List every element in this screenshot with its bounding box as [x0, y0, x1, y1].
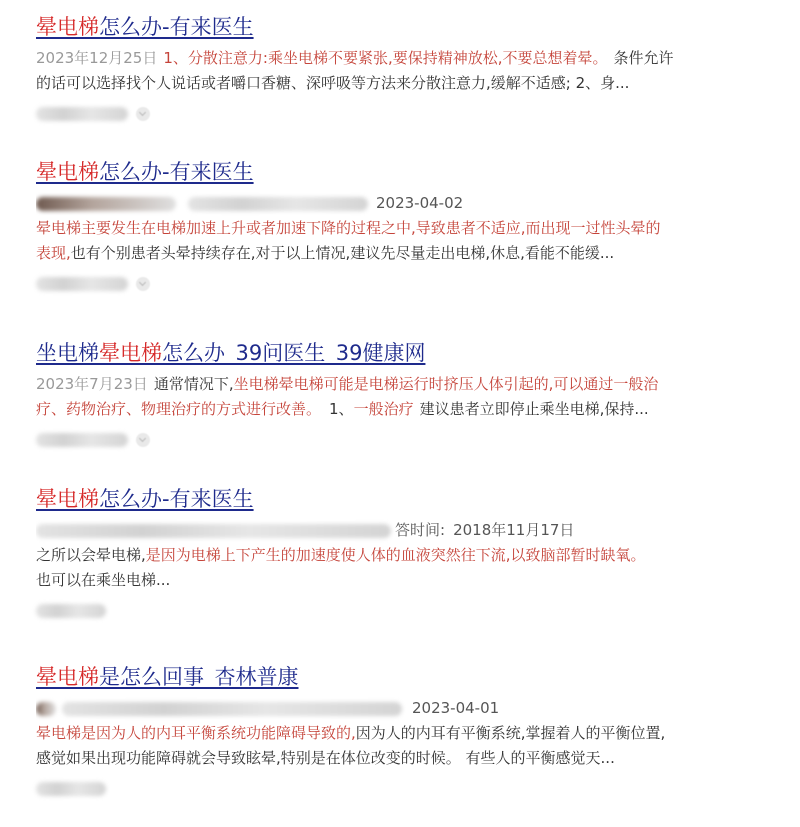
result-3-title-pre: 坐电梯: [36, 341, 99, 365]
result-1-snippet-red: 1、分散注意力:乘坐电梯不要紧张,要保持精神放松,不要总想着晕。: [163, 49, 608, 67]
result-2-snippet-dark: 也有个别患者头晕持续存在,对于以上情况,建议先尽量走出电梯,休息,看能不能缓...: [70, 244, 615, 262]
result-3-snippet-line-1: [36, 372, 776, 397]
result-3-source[interactable]: [36, 428, 776, 452]
result-4-snippet-red: 是因为电梯上下产生的加速度使人体的血液突然往下流,以致脑部暂时缺氧。: [145, 546, 646, 564]
result-1-date: 2023年12月25日: [36, 49, 158, 67]
result-5-source-blurred: [62, 702, 402, 716]
result-4-meta-line: [36, 518, 776, 543]
result-2-source-blurred: [36, 197, 176, 211]
result-3-date: 2023年7月23日: [36, 375, 148, 393]
result-5-title-highlight: 晕电梯: [36, 665, 99, 689]
result-3-snippet-red-2: 疗、药物治疗、物理治疗的方式进行改善。: [36, 400, 322, 418]
result-1-source-blurred: [36, 107, 128, 121]
result-3-title[interactable]: [36, 338, 425, 368]
result-3-title-rest: 怎么办_39问医生_39健康网: [162, 341, 426, 365]
result-2-source-blurred-3: [36, 277, 128, 291]
result-5-meta-line: [36, 696, 776, 721]
chevron-down-icon[interactable]: [136, 107, 150, 121]
result-3-snippet-dark-2: 1、: [329, 400, 354, 418]
result-3-snippet-line-2: [36, 397, 776, 422]
result-4-title[interactable]: [36, 484, 254, 514]
result-2: [36, 157, 776, 296]
result-4-snippet-line-1: [36, 543, 776, 568]
result-5-snippet-red: 晕电梯是因为人的内耳平衡系统功能障碍导致的,: [36, 724, 356, 742]
result-2-snippet-red: 表现,: [36, 244, 71, 262]
result-2-title[interactable]: [36, 157, 254, 187]
result-5-title-rest: 是怎么回事_杏林普康: [99, 665, 299, 689]
result-3-snippet-red-3: 一般治疗: [353, 400, 414, 418]
result-1-snippet-line-1: [36, 46, 776, 71]
result-2-title-highlight: 晕电梯: [36, 160, 99, 184]
result-5-title[interactable]: [36, 662, 299, 692]
result-3-source-blurred: [36, 433, 128, 447]
result-3-title-highlight: 晕电梯: [99, 341, 162, 365]
result-3-snippet-dark-3: 建议患者立即停止乘坐电梯,保持...: [419, 400, 649, 418]
chevron-down-icon[interactable]: [136, 433, 150, 447]
result-3: [36, 338, 776, 452]
result-1-title-rest: 怎么办-有来医生: [99, 15, 254, 39]
result-5-source[interactable]: [36, 777, 776, 801]
result-5-source-blurred-2: [36, 782, 106, 796]
result-2-source-blurred-2: [188, 197, 368, 211]
result-1-title[interactable]: [36, 12, 254, 42]
result-5-snippet-dark: 因为人的内耳有平衡系统,掌握着人的平衡位置,: [355, 724, 666, 742]
result-5-avatar-blurred: [36, 702, 56, 716]
result-1-snippet-line-2: 的话可以选择找个人说话或者嚼口香糖、深呼吸等方法来分散注意力,缓解不适感; 2、身...: [36, 74, 630, 92]
result-1-source[interactable]: [36, 102, 776, 126]
result-2-meta-line: [36, 191, 776, 216]
result-4-source[interactable]: [36, 599, 776, 623]
result-3-snippet-dark: 通常情况下,: [153, 375, 234, 393]
result-4-answer-time-label: 答时间:: [395, 521, 446, 539]
result-4-date: 2018年11月17日: [453, 521, 575, 539]
result-2-snippet-line-1: 晕电梯主要发生在电梯加速上升或者加速下降的过程之中,导致患者不适应,而出现一过性头晕的: [36, 219, 661, 237]
result-2-source[interactable]: [36, 272, 776, 296]
result-4-source-blurred-2: [36, 604, 106, 618]
result-2-date: 2023-04-02: [376, 194, 464, 212]
result-2-title-rest: 怎么办-有来医生: [99, 160, 254, 184]
result-4-source-blurred: [36, 524, 391, 538]
result-4-title-rest: 怎么办-有来医生: [99, 487, 254, 511]
result-4-snippet-dark: 之所以会晕电梯,: [36, 546, 146, 564]
result-1-snippet-dark: 条件允许: [613, 49, 674, 67]
result-5-snippet-line-2: 感觉如果出现功能障碍就会导致眩晕,特别是在体位改变的时候。 有些人的平衡感觉天...: [36, 749, 615, 767]
chevron-down-icon[interactable]: [136, 277, 150, 291]
result-1: [36, 12, 776, 126]
result-4: [36, 484, 776, 623]
result-1-title-highlight: 晕电梯: [36, 15, 99, 39]
result-4-snippet-line-2: 也可以在乘坐电梯...: [36, 571, 171, 589]
result-2-snippet-line-2: [36, 241, 776, 266]
result-5-date: 2023-04-01: [412, 699, 500, 717]
result-5: [36, 662, 776, 801]
result-5-snippet-line-1: [36, 721, 776, 746]
result-4-title-highlight: 晕电梯: [36, 487, 99, 511]
result-3-snippet-red: 坐电梯晕电梯可能是电梯运行时挤压人体引起的,可以通过一般治: [233, 375, 659, 393]
